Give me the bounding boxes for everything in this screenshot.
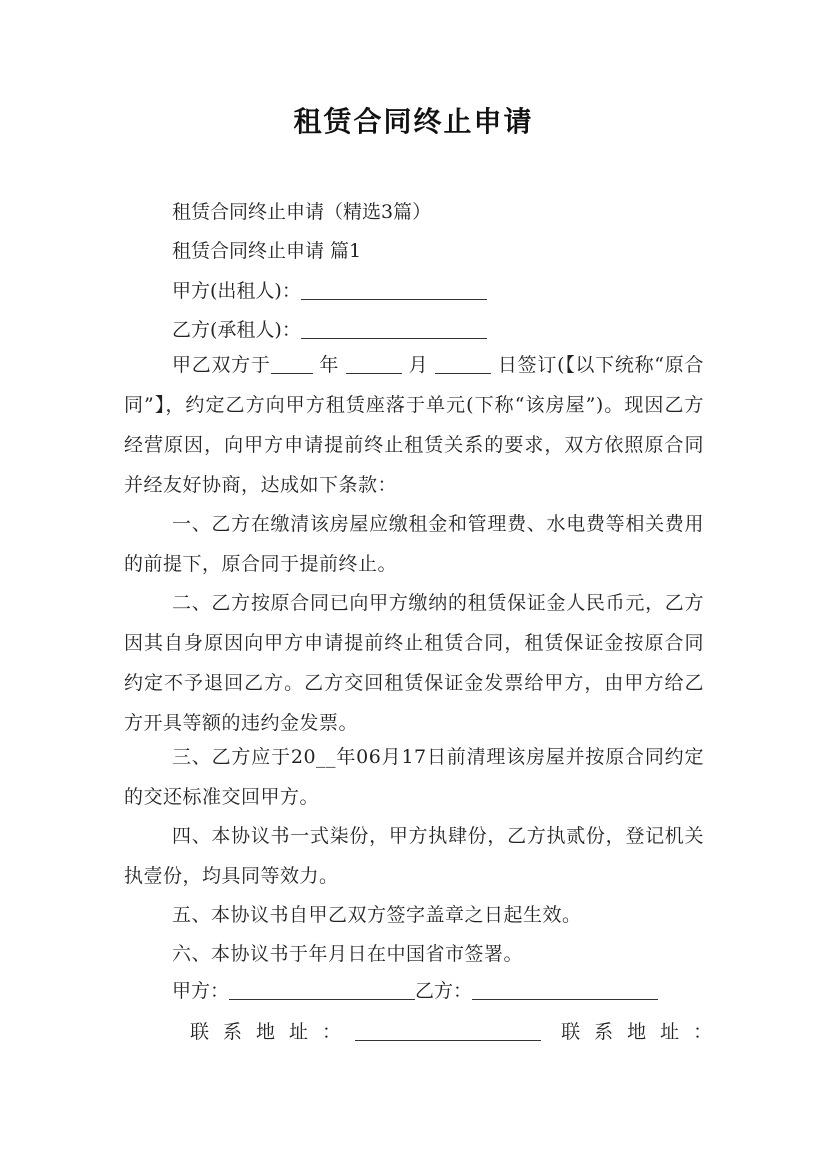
party-a-line: [172, 280, 487, 302]
sign-a-blank: [229, 981, 415, 1000]
clause-5: 五、本协议书自甲乙双方签字盖章之日起生效。: [172, 904, 582, 926]
party-b-label: 乙方(承租人)：: [172, 319, 301, 341]
contact-b-label: 联系地址：: [561, 1021, 727, 1043]
signature-line: [172, 980, 658, 1002]
month-blank: [346, 355, 402, 374]
paragraph-date: [124, 345, 704, 505]
month-label: 月: [408, 354, 429, 376]
document-title: 租赁合同终止申请: [293, 105, 534, 138]
year-blank: [271, 355, 313, 374]
party-a-label: 甲方(出租人)：: [172, 280, 301, 302]
clause-1: 一、乙方在缴清该房屋应缴租金和管理费、水电费等相关费用的前提下，原合同于提前终止。: [124, 513, 704, 575]
contact-a-blank: [355, 1022, 541, 1041]
contact-line: [190, 1017, 726, 1044]
clause-3: 三、乙方应于20__年06月17日前清理该房屋并按原合同约定的交还标准交回甲方。: [124, 746, 704, 808]
sign-b-blank: [472, 981, 658, 1000]
date-remainder: 日签订(【以下统称“原合同”】，约定乙方向甲方租赁座落于单元(下称“该房屋”)。现因乙方经营原因，向甲方申请提前终止租赁关系的要求，双方依照原合同并经友好协商，达成如下条款：: [124, 354, 704, 496]
day-blank: [435, 355, 491, 374]
contact-a-label: 联系地址：: [190, 1021, 356, 1043]
party-b-line: [172, 319, 487, 341]
sign-b-label: 乙方：: [415, 980, 473, 1002]
clause-4: 四、本协议书一式柒份，甲方执肆份，乙方执贰份，登记机关执壹份，均具同等效力。: [124, 825, 704, 887]
party-a-blank: [301, 281, 487, 300]
sign-a-label: 甲方：: [172, 980, 230, 1002]
clause-2: 二、乙方按原合同已向甲方缴纳的租赁保证金人民币元，乙方因其自身原因向甲方申请提前终止租赁合同，租赁保证金按原合同约定不予退回乙方。乙方交回租赁保证金发票给甲方，由甲方给乙方开具等额的违约金发票。: [124, 592, 704, 734]
clause-6: 六、本协议书于年月日在中国省市签署。: [172, 943, 524, 965]
section-heading: 租赁合同终止申请 篇1: [172, 240, 362, 262]
year-label: 年: [319, 354, 340, 376]
date-prefix: 甲乙双方于: [172, 354, 271, 376]
party-b-blank: [301, 320, 487, 339]
intro-line: 租赁合同终止申请（精选3篇）: [172, 201, 432, 223]
